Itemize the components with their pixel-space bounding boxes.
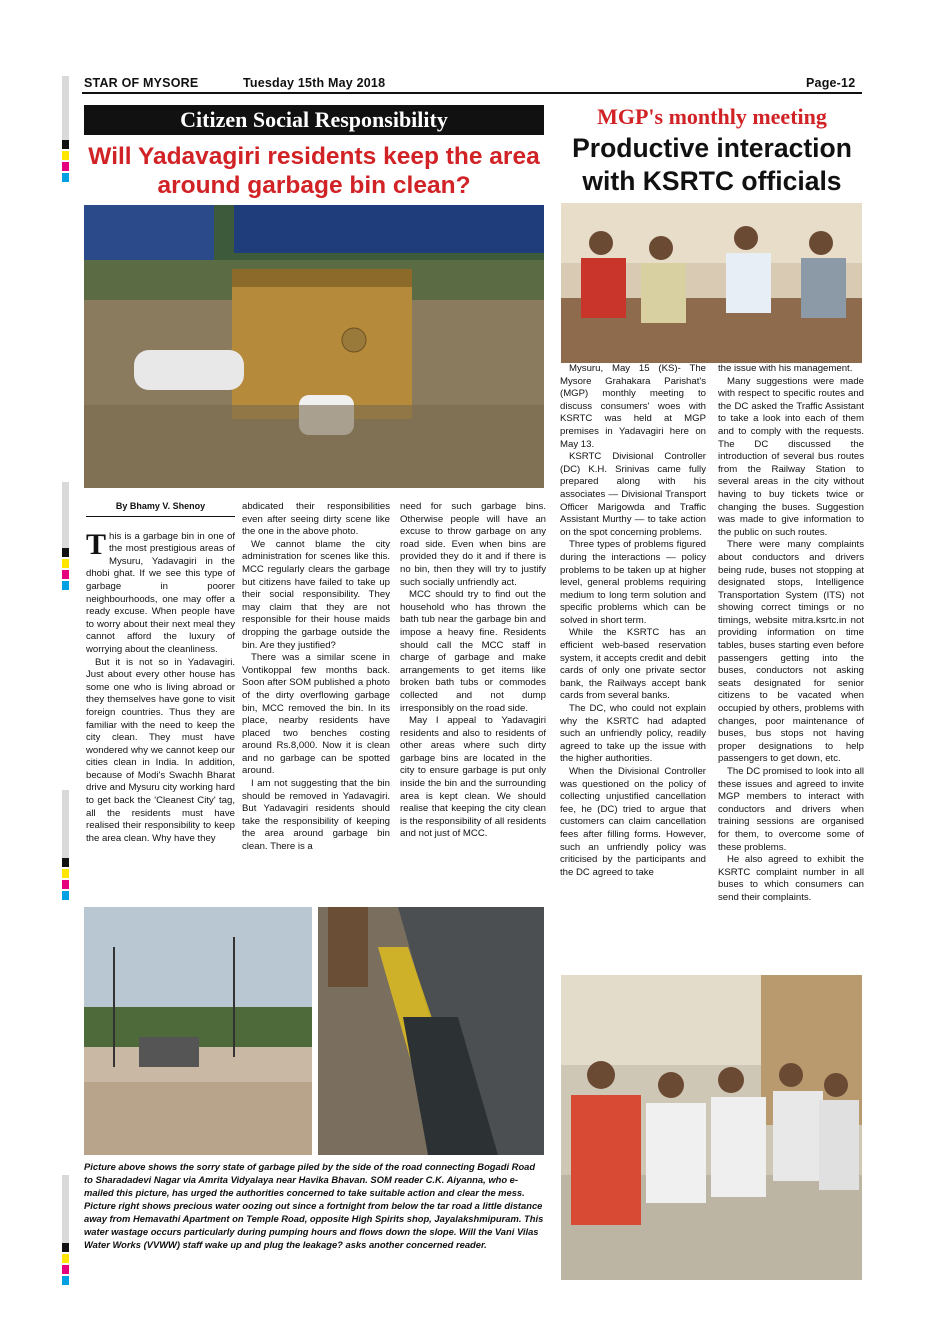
paragraph: the issue with his management. xyxy=(718,363,853,374)
registration-mark xyxy=(62,1243,69,1252)
registration-mark xyxy=(62,151,69,160)
registration-mark xyxy=(62,869,69,878)
paragraph: There were many complaints about conductors and drivers being rude, buses not stopping at designated stops, Intelligence Transportation System (ITS) not showing correct timings or no timings, website mitra.ksrtc.in not providing information on time tables, buses starting even before passengers getting into the buses, conductors not asking seats designated for senior citizens to be vacated when occupied by others, problems with changes, poor maintenance of buses, bus stops not having proper designations to help passengers to get down, etc. xyxy=(718,539,864,765)
registration-strip-bottom xyxy=(62,1175,69,1245)
paragraph: KSRTC Divisional Controller (DC) K.H. Srinivas came fully prepared along with his associates — Divisional Transport Officer Marigowda and Traffic Assistant Murthy — to take action on the spot concerning problems. xyxy=(560,451,706,538)
meeting-photo-top xyxy=(561,203,862,363)
meeting-photo-bottom xyxy=(561,975,862,1280)
registration-mark xyxy=(62,880,69,889)
registration-strip-top xyxy=(62,76,69,146)
paragraph: We cannot blame the city administration for scenes like this. MCC regularly clears the garbage but citizens have failed to take up their social responsibility. They may claim that they are not responsible for their house maids dropping the garbage outside the bin. Are they justified? xyxy=(242,538,390,651)
paragraph: need for such garbage bins. Otherwise people will have an excuse to throw garbage on any road side. Even when bins are provided they do it and if there is no bin, then they will try to justify such socially unfriendly act. xyxy=(400,501,546,588)
paragraph: The DC promised to look into all these issues and agreed to invite MGP members to interact with conductors and drivers when training sessions are organised for them, to overcome some of these problems. xyxy=(718,766,864,853)
paragraph: When the Divisional Controller was questioned on the policy of collecting unjustified cancellation fee, he (DC) tried to argue that customers can claim cancellation fees after filling forms. However, such an unfriendly policy was criticised by the participants and the DC agreed to take xyxy=(560,766,706,878)
paragraph: I am not suggesting that the bin should be removed in Yadavagiri. But Yadavagiri residents should take the responsibility of keeping the area around garbage bin clean. There is a xyxy=(242,778,390,853)
issue-date: Tuesday 15th May 2018 xyxy=(243,76,386,90)
registration-mark xyxy=(62,1254,69,1263)
registration-mark xyxy=(62,570,69,579)
paragraph: MCC should try to find out the household who has thrown the bath tub near the garbage bin and impose a heavy fine. Residents should call the MCC staff in charge of garbage and make arrangements to get items like broken bath tubs or commodes collected and not dump irresponsibly on the road side. xyxy=(400,589,546,714)
paragraph: While the KSRTC has an efficient web-based reservation system, it accepts credit and debit cards of only one private sector bank, the Railways accept bank cards from several banks. xyxy=(560,627,706,702)
byline: By Bhamy V. Shenoy xyxy=(86,500,235,517)
left-article-col-1 xyxy=(86,500,235,845)
right-article-col-2 xyxy=(718,363,864,905)
garbage-bin-photo xyxy=(84,205,544,488)
paragraph: Mysuru, May 15 (KS)- The Mysore Grahakara Parishat's (MGP) monthly meeting to discuss consumers' woes with KSRTC was held at MGP premises in Yadavagiri here on May 13. xyxy=(560,363,706,450)
registration-strip-low xyxy=(62,790,69,860)
page-number: Page-12 xyxy=(806,76,856,90)
registration-mark xyxy=(62,548,69,557)
paragraph: The DC, who could not explain why the KSRTC had adapted such an unfriendly policy, readily agreed to take up the issue with the higher authorities. xyxy=(560,703,706,765)
registration-mark xyxy=(62,559,69,568)
paragraph: May I appeal to Yadavagiri residents and also to residents of other areas where such dirty garbage bins are located in the city to ensure garbage is put only inside the bin and the surrounding area is kept clean. We should realise that keeping the city clean is the responsibility of all residents and not just of MCC. xyxy=(400,715,546,840)
registration-mark xyxy=(62,1265,69,1274)
left-headline: Will Yadavagiri residents keep the area around garbage bin clean? xyxy=(88,143,540,199)
roadside-garbage-photo xyxy=(84,907,312,1155)
paragraph: He also agreed to exhibit the KSRTC complaint number in all buses to which consumers can send their complaints. xyxy=(718,854,864,903)
left-article-col-3 xyxy=(400,501,546,841)
right-article-col-1 xyxy=(560,363,706,879)
registration-mark xyxy=(62,162,69,171)
registration-strip-mid xyxy=(62,482,69,552)
dropcap: T xyxy=(86,527,107,561)
right-headline: Productive interaction with KSRTC officials xyxy=(572,133,852,196)
paragraph: his is a garbage bin in one of the most prestigious areas of Mysuru, Yadavagiri in the dhobi ghat. If we see this type of garbage in poorer neighbourhoods, one may offer a ready excuse. When people have to worry about their next meal they cannot afford the luxury of worrying about the cleanliness. xyxy=(86,530,235,655)
photo-caption: Picture above shows the sorry state of garbage piled by the side of the road connecting Bogadi Road to Sharadadevi Nagar via Amrita Vidyalaya near Havika Bhavan. SOM reader C.K. Aiyanna, who e-mailed this picture, has urged the authorities concerned to take suitable action and clear the mess. Picture right shows precious water oozing out since a fortnight from below the tar road a little distance away from Hemavathi Apartment on Temple Road, opposite High Spirits shop, Jayalakshmipuram. This water wastage occurs particularly during pumping hours and flows down the slope. Will the Vani Vilas Water Works (VVWW) staff wake up and plug the leakage? asks another concerned reader. xyxy=(84,1161,544,1250)
paragraph: Many suggestions were made with respect to specific routes and the DC asked the Traffic Assistant to take a look into each of them and to comply with the requests. The DC discussed the introduction of several bus routes from the Railway Station to several areas in the city without having to buy tickets twice or changing the buses. Suggestion was made to give information to the public on such routes. xyxy=(718,375,864,538)
right-kicker: MGP's monthly meeting xyxy=(597,104,827,129)
paragraph: But it is not so in Yadavagiri. Just about every other house has some one who is living abroad or they themselves have gone to visit foreign countries. Thus they are familiar with the need to keep the city clean. They must have wondered why we cannot keep our cities clean in India. In addition, because of Modi's Swachh Bharat drive and Mysuru city working hard to get back the 'Cleanest City' tag, all the residents must have realised their responsibility to keep the area clean. Why have they xyxy=(86,656,235,844)
header-rule xyxy=(82,92,862,94)
registration-mark xyxy=(62,891,69,900)
registration-mark xyxy=(62,140,69,149)
paragraph: There was a similar scene in Vontikoppal few months back. Soon after SOM published a photo of the dirty overflowing garbage bin, MCC removed the bin. In its place, nearby residents have placed two benches costing around Rs.8,000. Now it is clean and no garbage can be spotted around. xyxy=(242,652,390,777)
registration-mark xyxy=(62,858,69,867)
paragraph: abdicated their responsibilities even after seeing dirty scene like the one in the above photo. xyxy=(242,501,390,538)
paper-name: STAR OF MYSORE xyxy=(84,76,199,90)
registration-mark xyxy=(62,173,69,182)
paragraph: Three types of problems figured during the interactions — policy problems to be taken up at higher level, general problems requiring medium to long term solution and specific problems which can be solved in short term. xyxy=(560,539,706,626)
water-leak-photo xyxy=(318,907,544,1155)
section-banner: Citizen Social Responsibility xyxy=(84,105,544,135)
left-article-col-2 xyxy=(242,501,390,854)
registration-mark xyxy=(62,1276,69,1285)
registration-mark xyxy=(62,581,69,590)
